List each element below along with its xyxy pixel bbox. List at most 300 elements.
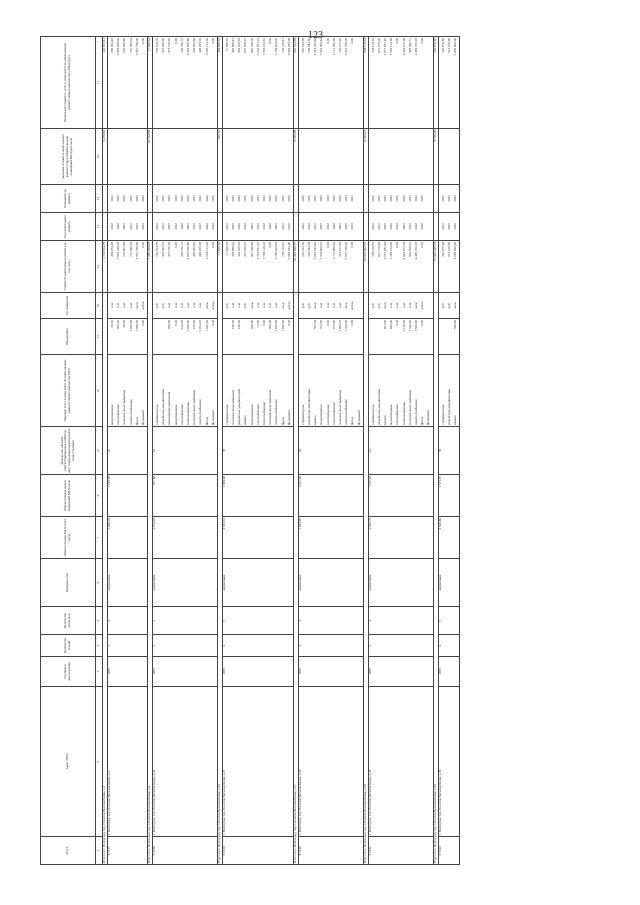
plan-year: 2022 <box>243 195 248 202</box>
residents-count: 21 <box>107 427 147 475</box>
work-unit: куб.м <box>140 301 145 310</box>
repair-year: 2022 <box>370 223 375 230</box>
work-cost: 1 559 134,58 <box>389 242 394 260</box>
repair-year: 2022 <box>440 223 445 230</box>
living-area: 677,80 <box>153 475 218 517</box>
work-volume: 601,00 <box>383 320 388 330</box>
column-header: Материал стен <box>41 559 96 607</box>
work-unit: п.м <box>407 303 412 308</box>
work-cost: 0,00 <box>420 242 425 248</box>
work-item: стройконтроль <box>440 404 445 425</box>
limit-cost: 207 658,07 <box>243 38 248 53</box>
work-unit: п.м <box>395 303 400 308</box>
work-item-cell <box>107 355 147 427</box>
work-volume: 0,00 <box>350 320 355 326</box>
work-volume: 0,00 <box>210 320 215 326</box>
work-volume: 591,00 <box>313 320 318 330</box>
work-cost: 0,00 <box>350 242 355 248</box>
work-volume: 1 865,00 <box>128 320 133 332</box>
work-unit: руб. <box>155 302 160 309</box>
table-header <box>41 37 103 865</box>
plan-year: 2023 <box>344 195 349 202</box>
column-header: Предельная стоимость услуг и (или) работ по капитальному ремонту общего имущества в МКД (руб.) <box>41 37 96 129</box>
plan-year: 2022 <box>389 195 394 202</box>
plan-year: 2022 <box>161 195 166 202</box>
column-number-row <box>96 37 103 865</box>
plan-year: 2022 <box>167 195 172 202</box>
limit-cost: 1 534 005,43 <box>319 38 324 56</box>
total-specific-cost: 606,63 <box>217 129 222 185</box>
repair-year: 2022 <box>307 223 312 230</box>
repair-year: 2023 <box>286 223 291 230</box>
repair-year: 2022 <box>376 223 381 230</box>
plan-year: 2022 <box>255 195 260 202</box>
repair-year: 2022 <box>407 223 412 230</box>
work-item: теплоснабжение <box>331 401 336 425</box>
limit-cost: 473 200,00 <box>161 38 166 53</box>
column-number: 17 <box>96 37 103 129</box>
work-item: холодное водоснабжение <box>338 389 342 425</box>
repair-year: 2022 <box>261 223 266 230</box>
work-volume-cell <box>107 319 147 355</box>
work-volume: 2 348,00 <box>407 320 412 332</box>
wall-material: кирпичные <box>222 559 293 607</box>
specific-cost-cell-cell <box>368 129 433 185</box>
work-unit: п.м <box>325 303 330 308</box>
work-unit: п.м <box>389 303 394 308</box>
plan-year: 2022 <box>319 195 324 202</box>
work-unit: п.м <box>261 303 266 308</box>
plan-year: 2022 <box>268 195 273 202</box>
repair-year: 2022 <box>249 223 254 230</box>
total-limit-cost: 330 979,80 <box>433 37 438 129</box>
building-address: г. Волгоград, тер. Поселок Веселая Балка, д.28 <box>298 687 363 837</box>
column-number: 11 <box>96 319 103 355</box>
limit-cost: 1 095 448,00 <box>116 38 121 56</box>
work-unit: п.м <box>319 303 324 308</box>
work-unit-cell <box>153 293 218 319</box>
total-limit-cost: 142 972,42 <box>103 37 108 129</box>
limit-cost: 17 606,62 <box>224 38 229 52</box>
repair-year: 2022 <box>395 223 400 230</box>
limit-cost: 384 205,32 <box>237 38 242 53</box>
work-item: холодное водоснабжение <box>122 389 127 425</box>
floor-count: 3 <box>298 635 363 657</box>
work-item: холодное водоснабжение <box>407 389 412 425</box>
plan-year: 2022 <box>331 195 336 202</box>
work-item: крыша <box>383 415 388 425</box>
column-header: Количество этажей <box>41 635 96 657</box>
wall-material: кирпичные <box>153 559 218 607</box>
work-cost: 742 473,20 <box>338 242 342 257</box>
limit-cost: 475 130,30 <box>167 38 172 53</box>
total-cost: 10 492 662,37 <box>293 241 298 293</box>
work-item: крыша <box>452 415 457 425</box>
work-volume: 0,00 <box>286 320 291 326</box>
work-item: теплоснабжение <box>185 401 190 425</box>
repair-year: 2022 <box>325 223 330 230</box>
limit-cost: 0,00 <box>210 38 215 44</box>
work-item: фундамент <box>210 409 215 425</box>
work-volume: 1 460,00 <box>185 320 190 332</box>
work-cost: 209 934,48 <box>109 242 114 257</box>
plan-year: 2022 <box>204 195 209 202</box>
work-volume: 0,00 <box>261 320 266 326</box>
limit-cost: 945 568,51 <box>407 38 412 53</box>
total-label: Итого по г. Волгоград, тер. Поселок Веселая Балка, д.3 <box>103 293 108 865</box>
repair-year: 2022 <box>389 223 394 230</box>
work-cost-cell <box>298 241 363 293</box>
repair-year: 2022 <box>338 223 342 230</box>
total-limit-cost: 238 118,53 <box>363 37 368 129</box>
work-unit: кв.м <box>313 302 318 309</box>
work-unit: кв.м <box>204 302 209 309</box>
work-volume: 186,00 <box>237 320 242 330</box>
limit-cost-cell <box>298 37 363 129</box>
column-header: Количество подъездов <box>41 607 96 635</box>
total-area: 1 014,20 <box>153 517 218 559</box>
repair-year: 2022 <box>319 223 324 230</box>
total-area: 2 348,80 <box>438 517 460 559</box>
column-header: Стоимость капитального ремонта (в тыс. руб.) <box>41 241 96 293</box>
column-number: 13 <box>96 241 103 293</box>
plan-year-cell <box>107 185 147 213</box>
work-item: разработка документации <box>376 388 381 425</box>
work-unit: куб.м <box>420 301 425 310</box>
limit-cost-cell <box>368 37 433 129</box>
plan-year <box>425 186 431 211</box>
work-unit: руб. <box>300 302 305 309</box>
work-cost: 2 043 522,40 <box>313 242 318 260</box>
repair-year: 2022 <box>274 223 279 230</box>
build-year: 1955 <box>107 657 147 687</box>
work-unit: п.м <box>167 303 172 308</box>
column-number: 5 <box>96 607 103 635</box>
row-number: 57.640. <box>298 837 363 865</box>
plan-year: 2022 <box>446 195 451 202</box>
repair-year: 2022 <box>192 223 197 230</box>
work-cost: 1 095 448,00 <box>116 242 121 260</box>
work-volume: 970,00 <box>331 320 336 330</box>
limit-cost: 152 614,79 <box>155 38 160 53</box>
work-cost: 210 612,59 <box>300 242 305 257</box>
plan-year-cell <box>368 185 433 213</box>
limit-cost: 2 039 866,00 <box>452 38 457 56</box>
build-year: 1958 <box>438 657 460 687</box>
work-item: стройконтроль <box>224 404 229 425</box>
plan-year: 2022 <box>237 195 242 202</box>
work-item: фундамент <box>286 409 291 425</box>
work-unit <box>356 294 362 317</box>
repair-year: 2023 <box>140 223 145 230</box>
work-volume: 0,00 <box>325 320 330 326</box>
repair-year: 2022 <box>224 223 229 230</box>
work-volume-cell <box>368 319 433 355</box>
column-header: Общая площадь жилых помещений МКД (кв.м) <box>41 475 96 517</box>
work-unit: п.м <box>128 303 133 308</box>
work-item: фасад <box>204 416 209 425</box>
total-specific-cost: 9 478,83 <box>103 129 108 185</box>
total-limit-cost: 17 606,62 <box>148 37 153 129</box>
plan-year: 2022 <box>179 195 184 202</box>
repair-year: 2022 <box>383 223 388 230</box>
work-unit: руб. <box>224 302 229 309</box>
column-header: Общая площадь МКД, всего (кв.м) <box>41 517 96 559</box>
build-year: 1956 <box>368 657 433 687</box>
plan-year: 2022 <box>185 195 190 202</box>
limit-cost: 513 476,00 <box>446 38 451 53</box>
work-unit: п.м <box>331 303 336 308</box>
work-cost: 238 118,53 <box>370 242 375 257</box>
work-unit: кв.м <box>249 302 254 309</box>
repair-year <box>425 214 431 239</box>
plan-year-cell <box>153 185 218 213</box>
repair-year: 2022 <box>313 223 318 230</box>
work-item: теплоснабжение <box>261 401 266 425</box>
repair-year-cell <box>107 213 147 241</box>
work-cost: 2 044 873,59 <box>401 242 406 260</box>
repair-year-cell <box>298 213 363 241</box>
work-unit: п.м <box>237 303 242 308</box>
work-item: газоснабжение <box>116 404 121 425</box>
column-number: 15 <box>96 185 103 213</box>
work-item-cell <box>298 355 363 427</box>
work-item: теплоснабжение <box>401 401 406 425</box>
repair-year: 2022 <box>155 223 160 230</box>
work-cost: 3 951 780,00 <box>134 242 139 260</box>
limit-cost: 2 102 951,22 <box>255 38 260 56</box>
work-item: разработка документации <box>307 388 312 425</box>
work-item: водоотведение <box>319 404 324 425</box>
work-cost: 1 556 116,33 <box>261 242 266 260</box>
work-item: газоснабжение <box>179 404 184 425</box>
plan-year: 2022 <box>249 195 254 202</box>
plan-year: 2022 <box>383 195 388 202</box>
work-item: холодное водоснабжение <box>268 389 273 425</box>
column-number: 1 <box>96 837 103 865</box>
repair-year: 2022 <box>300 223 305 230</box>
work-unit: п.м <box>116 303 121 308</box>
repair-year <box>356 214 362 239</box>
plan-year: 2022 <box>407 195 412 202</box>
work-cost: 206 962,50 <box>192 242 197 257</box>
plan-year: 2022 <box>325 195 330 202</box>
work-item: газоснабжение <box>395 404 400 425</box>
work-unit: куб.м <box>286 301 291 310</box>
work-cost: 192 802,86 <box>122 242 127 257</box>
total-limit-cost: 210 612,59 <box>293 37 298 129</box>
work-cost: 152 614,79 <box>155 242 160 257</box>
column-header: Удельная стоимость капитального ремонта 1 кв.м общей площади помещений МКД (руб./кв.м) <box>41 129 96 185</box>
work-volume: 90,00 <box>109 320 114 328</box>
plan-year: 2022 <box>376 195 381 202</box>
work-volume: 71,00 <box>255 320 260 328</box>
work-unit: руб. <box>161 302 166 309</box>
work-volume: 1 450,00 <box>280 320 285 332</box>
work-volume: 1 014,20 <box>198 320 203 332</box>
work-unit: руб. <box>243 302 248 309</box>
work-volume: 701,00 <box>319 320 324 330</box>
floor-count: 3 <box>368 635 433 657</box>
work-item: инженерные изыскания <box>167 391 172 425</box>
work-item: холодное водоснабжение <box>231 389 236 425</box>
limit-cost: 408 205,36 <box>198 38 203 53</box>
work-cost: 2 077 857,40 <box>383 242 388 260</box>
work-item: крыша <box>313 415 318 425</box>
plan-year: 2022 <box>401 195 406 202</box>
column-number: 3 <box>96 657 103 687</box>
plan-year: 2023 <box>350 195 355 202</box>
entrance-count: 3 <box>368 607 433 635</box>
column-number: 6 <box>96 559 103 607</box>
work-item: водоотведение <box>109 404 114 425</box>
work-volume: 1 864,70 <box>338 320 342 332</box>
work-unit: п.м <box>274 303 279 308</box>
work-cost-cell <box>107 241 147 293</box>
entrance-count: 3 <box>222 607 293 635</box>
repair-year-cell <box>222 213 293 241</box>
work-cost: 2 665 113,36 <box>204 242 209 260</box>
work-unit-cell <box>438 293 460 319</box>
living-area: 1 187,00 <box>368 475 433 517</box>
work-unit <box>425 294 431 317</box>
work-volume: 1 022,00 <box>204 320 209 332</box>
total-area: 1 446,02 <box>107 517 147 559</box>
repair-year: 2022 <box>167 223 172 230</box>
plan-year: 2023 <box>420 195 425 202</box>
work-cost: 751 049,34 <box>128 242 133 257</box>
limit-cost: 569 384,50 <box>307 38 312 53</box>
limit-cost: 2 665 858,80 <box>185 38 190 56</box>
work-item: фасад <box>134 416 139 425</box>
plan-year: 2022 <box>224 195 229 202</box>
work-cost: 239 250,72 <box>179 242 184 257</box>
work-unit-cell <box>298 293 363 319</box>
work-unit: п.м <box>231 303 236 308</box>
repair-year: 2022 <box>255 223 260 230</box>
work-cost: 4 499 703,18 <box>414 242 419 260</box>
row-number: 57.642. <box>438 837 460 865</box>
work-cost: 207 658,07 <box>243 242 248 257</box>
plan-year: 2022 <box>414 195 419 202</box>
table-body <box>103 37 460 865</box>
work-item: разработка документации <box>237 388 242 425</box>
work-volume <box>425 320 431 353</box>
header-row <box>41 37 96 865</box>
total-label: Итого по г. Волгоград, тер. Поселок Веселая Балка, д.28 <box>363 293 368 865</box>
total-cost: 17 606,62 <box>217 241 222 293</box>
repair-year: 2022 <box>446 223 451 230</box>
work-item-cell <box>153 355 218 427</box>
plan-year: 2022 <box>109 195 114 202</box>
limit-cost: 0,00 <box>268 38 273 44</box>
plan-year: 2022 <box>122 195 127 202</box>
work-item: водоотведение <box>249 404 254 425</box>
work-cost-cell <box>222 241 293 293</box>
work-volume-cell <box>153 319 218 355</box>
work-volume: 100,00 <box>231 320 236 330</box>
work-volume: 290,00 <box>167 320 172 330</box>
work-volume: 0,00 <box>173 320 178 326</box>
row-number: 57.641. <box>368 837 433 865</box>
total-area: 2 333,31 <box>222 517 293 559</box>
work-cost: 2 102 951,22 <box>255 242 260 260</box>
limit-cost: 0,00 <box>140 38 145 44</box>
limit-cost: 2 044 873,59 <box>401 38 406 56</box>
work-unit: куб.м <box>350 301 355 310</box>
specific-cost-cell-cell <box>107 129 147 185</box>
repair-year: 2022 <box>243 223 248 230</box>
work-item-cell <box>222 355 293 427</box>
work-item: стройконтроль <box>300 404 305 425</box>
work-unit: руб. <box>376 302 381 309</box>
work-volume: 1 590,00 <box>134 320 139 332</box>
limit-cost: 2 077 857,40 <box>383 38 388 56</box>
total-label: Итого по г. Волгоград, тер. Поселок Веселая Балка, д.29 <box>433 293 438 865</box>
total-specific-cost: 8 785,90 <box>293 129 298 185</box>
work-cost: 0,00 <box>268 242 273 248</box>
wall-material: кирпичные <box>107 559 147 607</box>
column-header: Количество жителей, зарегистрированных в МКД на дату утверждения краткосрочного плана (человек) <box>41 427 96 475</box>
entrance-count: 3 <box>438 607 460 635</box>
plan-year: 2022 <box>307 195 312 202</box>
work-volume: 0,00 <box>395 320 400 326</box>
repair-year: 2023 <box>344 223 349 230</box>
work-volume: 1 125,00 <box>401 320 406 332</box>
work-cost <box>425 242 431 291</box>
total-limit-cost: 384 205,32 <box>217 37 222 129</box>
building-address: г. Волгоград, тер. Поселок Веселая Балка, д.4 <box>107 687 147 837</box>
work-cost: 3 951 780,00 <box>344 242 349 260</box>
work-item: фасад <box>280 416 285 425</box>
work-cost: 739 128,41 <box>280 242 285 257</box>
column-header: Год ввода в эксплуатацию <box>41 657 96 687</box>
table-row <box>298 37 363 865</box>
repair-year: 2022 <box>210 223 215 230</box>
column-number: 9 <box>96 427 103 475</box>
work-volume-cell <box>222 319 293 355</box>
work-unit: п.м <box>122 303 127 308</box>
limit-cost: 406 998,42 <box>231 38 236 53</box>
limit-cost: 3 828 042,00 <box>286 38 291 56</box>
repair-year: 2022 <box>161 223 166 230</box>
plan-year: 2022 <box>231 195 236 202</box>
limit-cost <box>425 38 431 127</box>
living-area: 1 193,60 <box>107 475 147 517</box>
plan-year: 2022 <box>274 195 279 202</box>
plan-year: 2022 <box>116 195 121 202</box>
wall-material: кирпичные <box>368 559 433 607</box>
table-row <box>368 37 433 865</box>
work-unit: кв.м <box>134 302 139 309</box>
limit-cost: 192 802,86 <box>122 38 127 53</box>
work-item: холодное водоснабжение <box>192 389 197 425</box>
total-label: Итого по г. Волгоград, тер. Поселок Веселая Балка, д.27 <box>293 293 298 865</box>
column-header: Ед. измерения <box>41 293 96 319</box>
work-volume <box>356 320 362 353</box>
limit-cost: 3 951 780,00 <box>134 38 139 56</box>
repair-year: 2022 <box>198 223 203 230</box>
plan-year: 2022 <box>338 195 342 202</box>
repair-year: 2022 <box>280 223 285 230</box>
work-volume: 1 500,00 <box>414 320 419 332</box>
total-specific-cost: 9 756,08 <box>433 129 438 185</box>
work-volume: 590,00 <box>452 320 457 330</box>
plan-year: 2022 <box>395 195 400 202</box>
plan-year <box>356 186 362 211</box>
limit-cost-cell <box>153 37 218 129</box>
work-item: водоотведение <box>173 404 178 425</box>
